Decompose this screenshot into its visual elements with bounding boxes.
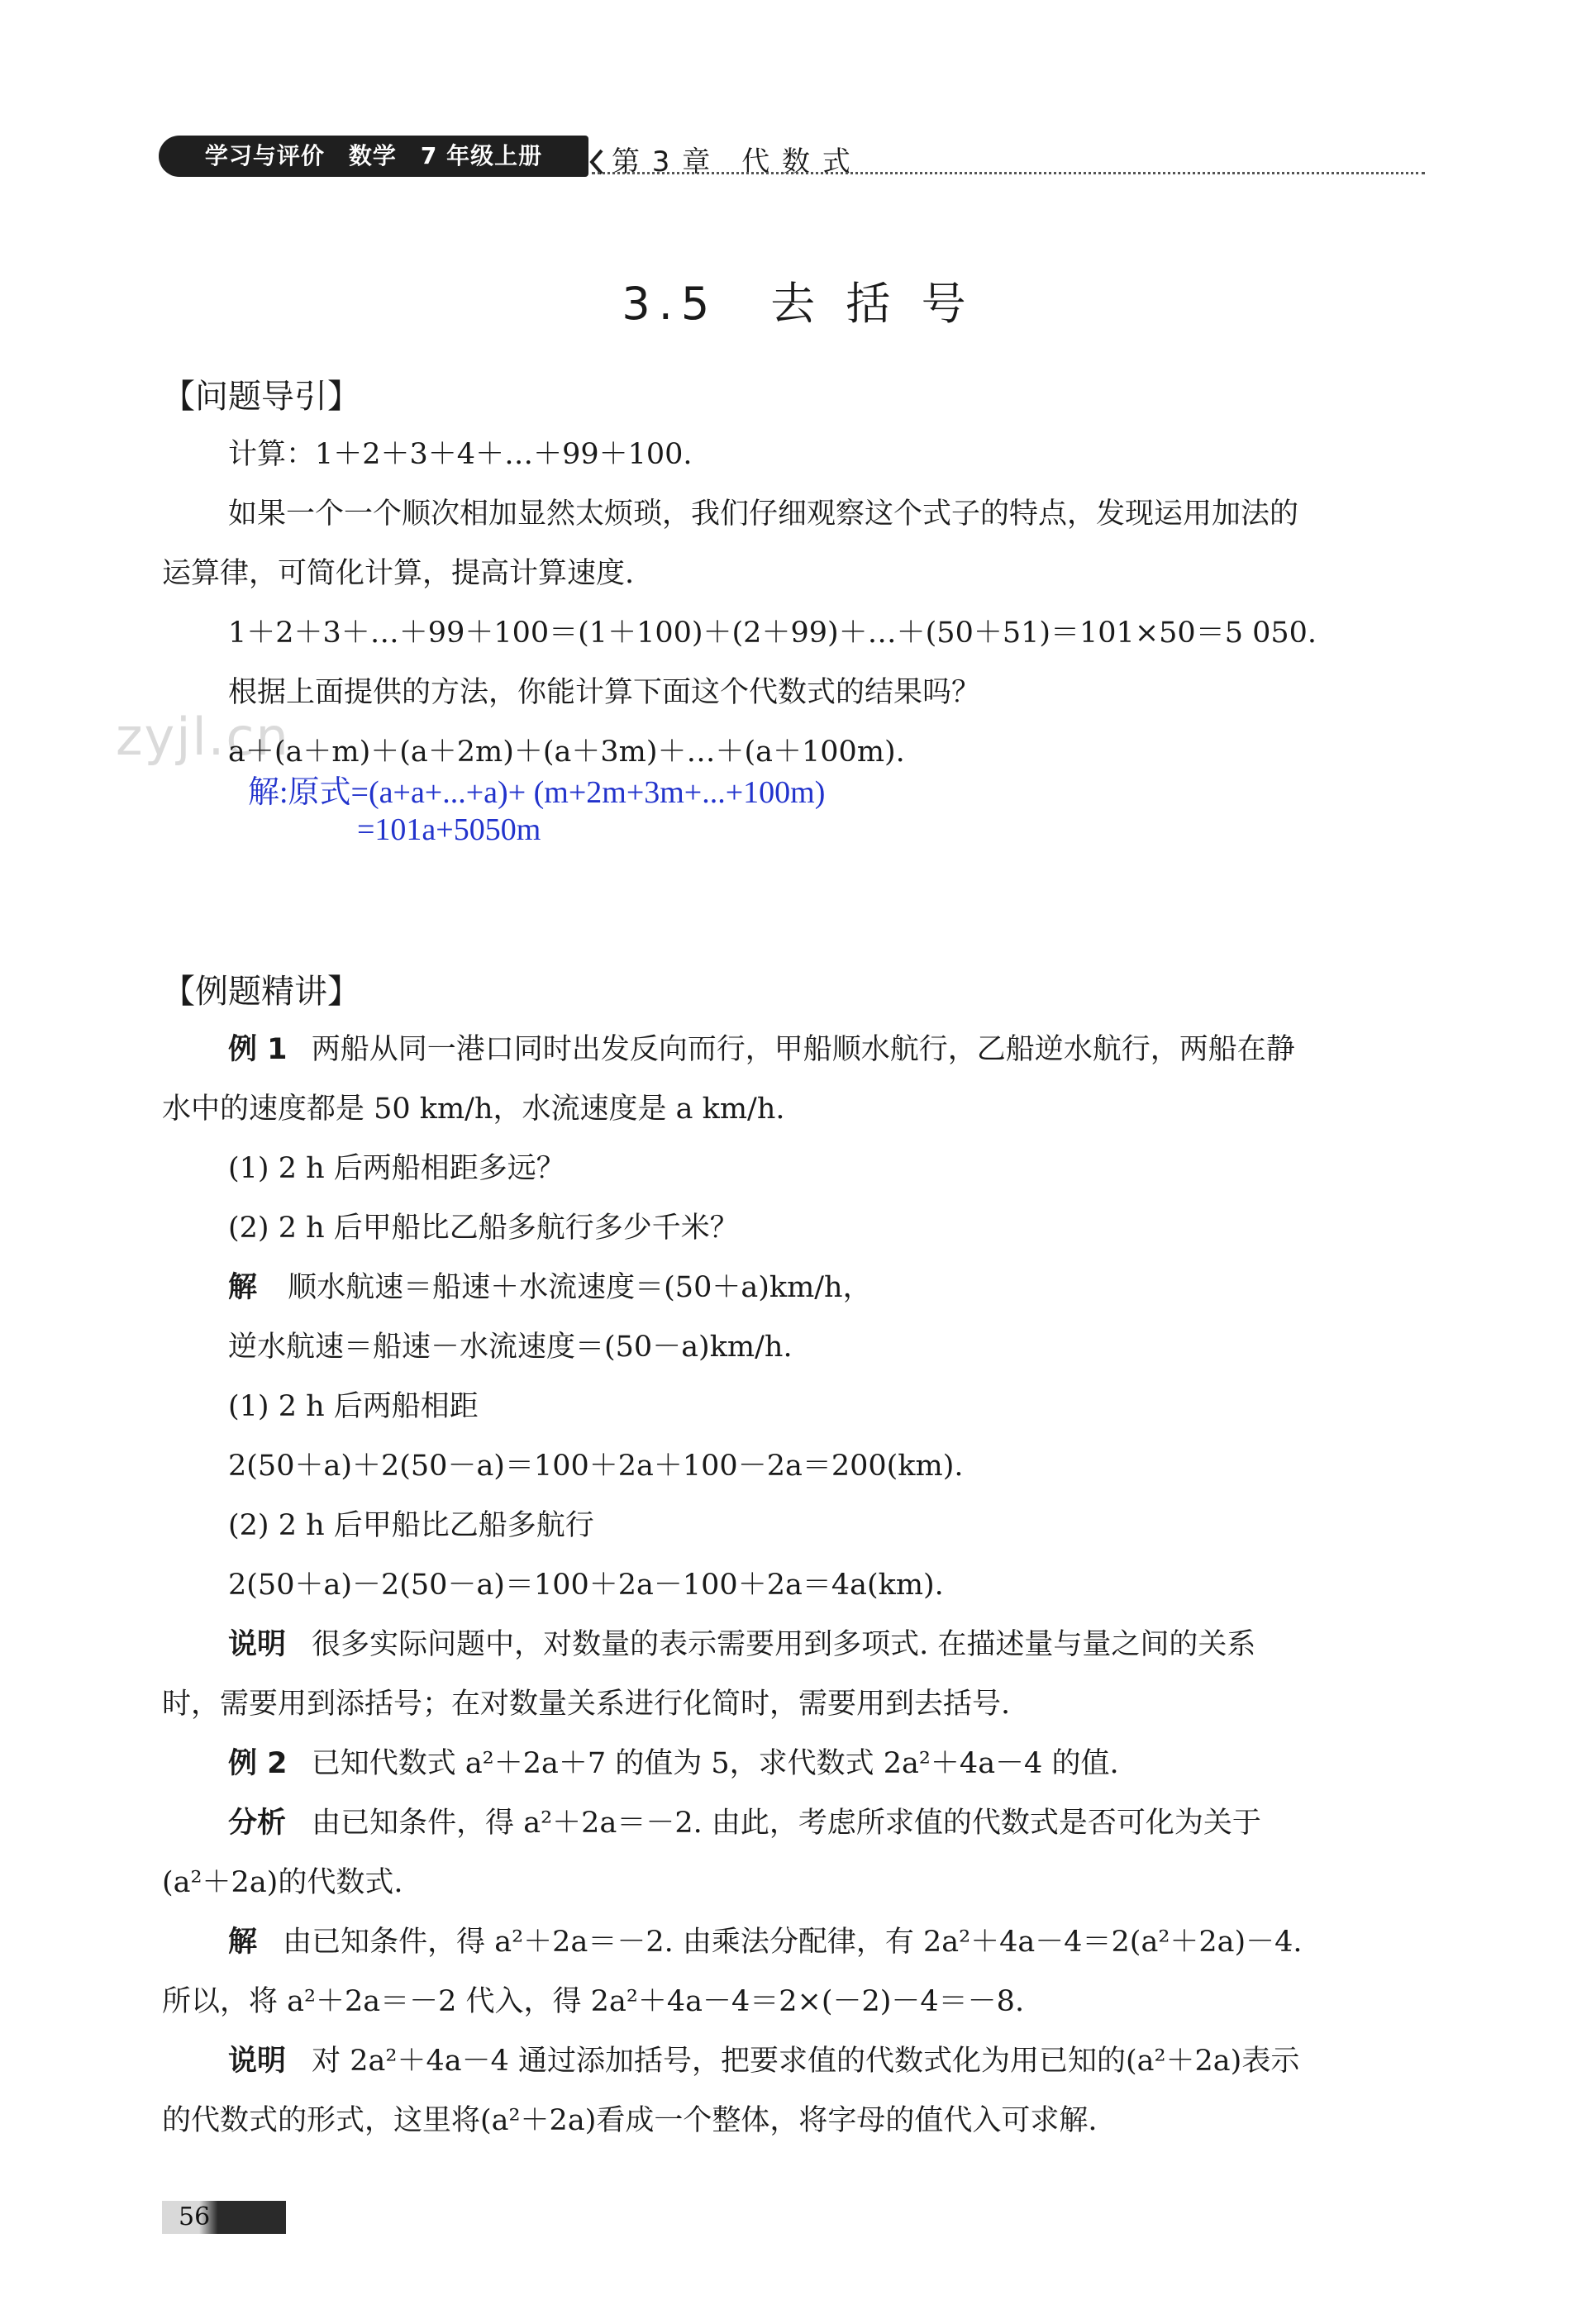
section-heading-intro: 【问题导引】 — [162, 378, 360, 416]
solution-line-5: (2) 2 h 后甲船比乙船多航行 — [228, 1509, 594, 1542]
solution-label: 解 — [228, 1271, 258, 1304]
question-2: (2) 2 h 后甲船比乙船多航行多少千米？ — [228, 1212, 739, 1245]
header-book-label — [159, 136, 588, 177]
handwritten-answer-2: =101a+5050m — [357, 812, 541, 847]
handwritten-answer-1: 解:原式=(a+a+...+a)+ (m+2m+3m+...+100m) — [248, 775, 826, 810]
example-1-label: 例 1 — [228, 1033, 288, 1066]
analysis-line-1 — [228, 1800, 1261, 1841]
solution-line-4: 2(50＋a)＋2(50－a)＝100＋2a＋100－2a＝200(km). — [228, 1450, 964, 1483]
page-number: 56 — [179, 2202, 211, 2231]
solution-2-line-1 — [228, 1919, 1303, 1960]
example-2-label: 例 2 — [228, 1747, 288, 1780]
example-1-line-1 — [228, 1026, 1295, 1068]
intro-line-5: 根据上面提供的方法，你能计算下面这个代数式的结果吗？ — [228, 676, 981, 709]
solution-line-3: (1) 2 h 后两船相距 — [228, 1390, 479, 1423]
section-heading-examples: 【例题精讲】 — [162, 973, 360, 1011]
example-2-line — [228, 1740, 1119, 1782]
analysis-label: 分析 — [228, 1807, 287, 1840]
note-1-line-1 — [228, 1621, 1255, 1663]
analysis-line-2: (a²＋2a)的代数式. — [162, 1866, 403, 1899]
note-2-label: 说明 — [228, 2045, 287, 2078]
note-1-label: 说明 — [228, 1628, 287, 1661]
page-title: 3.5 去 括 号 — [622, 278, 974, 330]
note-1-line-2: 时，需要用到添括号；在对数量关系进行化简时，需要用到去括号. — [162, 1688, 1011, 1721]
solution-2-text-1: 由已知条件，得 a²＋2a＝－2. 由乘法分配律，有 2a²＋4a－4＝2(a²＋2a)－4. — [283, 1926, 1303, 1959]
intro-line-6: a＋(a＋m)＋(a＋2m)＋(a＋3m)＋…＋(a＋100m). — [228, 736, 905, 769]
page-number-badge — [162, 2201, 286, 2234]
solution-line-6: 2(50＋a)－2(50－a)＝100＋2a－100＋2a＝4a(km). — [228, 1569, 944, 1602]
example-2-text: 已知代数式 a²＋2a＋7 的值为 5，求代数式 2a²＋4a－4 的值. — [311, 1747, 1119, 1780]
analysis-text-1: 由已知条件，得 a²＋2a＝－2. 由此，考虑所求值的代数式是否可化为关于 — [312, 1807, 1261, 1840]
watermark: zyjl.cn — [116, 707, 290, 767]
question-1: (1) 2 h 后两船相距多远？ — [228, 1152, 565, 1185]
intro-line-1: 计算：1＋2＋3＋4＋…＋99＋100. — [228, 438, 693, 471]
solution-line-2: 逆水航速＝船速－水流速度＝(50－a)km/h. — [228, 1331, 793, 1364]
solution-line-1 — [228, 1264, 872, 1306]
example-1-line-2: 水中的速度都是 50 km/h，水流速度是 a km/h. — [162, 1093, 785, 1126]
intro-line-4: 1＋2＋3＋…＋99＋100＝(1＋100)＋(2＋99)＋…＋(50＋51)＝101×50＝5 050. — [228, 617, 1317, 650]
note-2-line-1 — [228, 2038, 1299, 2079]
solution-2-label: 解 — [228, 1926, 258, 1959]
note-2-line-2: 的代数式的形式，这里将(a²＋2a)看成一个整体，将字母的值代入可求解. — [162, 2104, 1098, 2137]
intro-line-3: 运算律，可简化计算，提高计算速度. — [162, 557, 635, 590]
header-book-text: 学习与评价 数学 7 年级上册 — [204, 142, 543, 169]
note-2-text-1: 对 2a²＋4a－4 通过添加括号，把要求值的代数式化为用已知的(a²＋2a)表示 — [312, 2045, 1300, 2078]
header-divider — [592, 172, 1425, 174]
header-chapter: 第 3 章 代 数 式 — [612, 145, 852, 179]
note-1-text-1: 很多实际问题中，对数量的表示需要用到多项式. 在描述量与量之间的关系 — [312, 1628, 1256, 1661]
solution-2-line-2: 所以，将 a²＋2a＝－2 代入，得 2a²＋4a－4＝2×(－2)－4＝－8. — [162, 1985, 1025, 2018]
solution-text-1: 顺水航速＝船速＋水流速度＝(50＋a)km/h， — [288, 1271, 872, 1304]
intro-line-2: 如果一个一个顺次相加显然太烦琐，我们仔细观察这个式子的特点，发现运用加法的 — [228, 498, 1299, 531]
example-1-text-1: 两船从同一港口同时出发反向而行，甲船顺水航行，乙船逆水航行，两船在静 — [311, 1033, 1295, 1066]
